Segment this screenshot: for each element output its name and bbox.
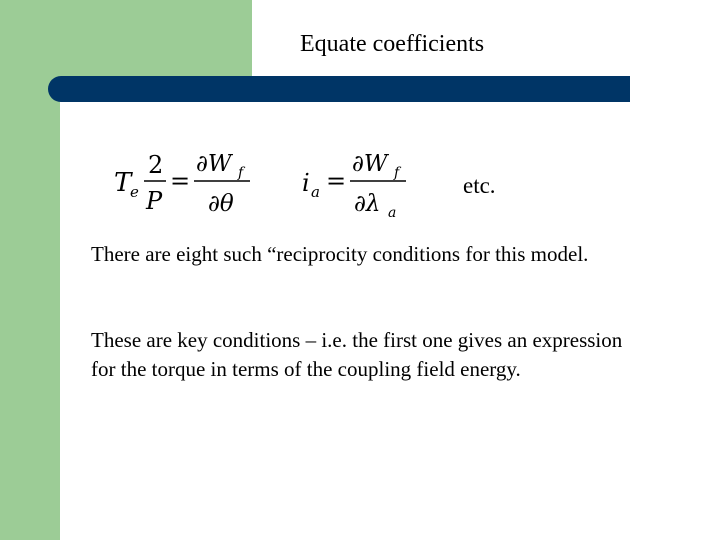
title-bar	[48, 76, 630, 102]
eq1-num-sub: f	[238, 165, 244, 181]
eq2-num-sub: f	[394, 165, 400, 181]
equation-torque	[110, 145, 270, 220]
eq1-coef-num: 2	[148, 151, 164, 179]
eq2-lhs-sub: a	[311, 183, 320, 201]
eq1-equals: =	[170, 167, 191, 195]
eq1-coef-den: P	[146, 187, 163, 215]
paragraph-key-conditions: These are key conditions – i.e. the first one gives an expression for the torque in terms of the coupling field energy.	[91, 328, 623, 381]
eq1-den: ∂θ	[208, 191, 234, 217]
etc-label: etc.	[463, 173, 496, 198]
eq1-lhs: T	[114, 168, 132, 198]
equation-current	[298, 145, 423, 225]
eq2-num: ∂W	[352, 151, 388, 177]
eq2-lhs: i	[302, 169, 310, 197]
eq2-den-sub: a	[388, 205, 397, 221]
slide-title: Equate coefficients	[300, 31, 485, 57]
paragraph-reciprocity: There are eight such “reciprocity conditions for this model.	[91, 242, 589, 266]
eq2-den: ∂λ	[354, 191, 381, 217]
eq1-num: ∂W	[196, 151, 232, 177]
eq1-lhs-sub: e	[130, 183, 139, 201]
eq2-equals: =	[326, 167, 347, 195]
